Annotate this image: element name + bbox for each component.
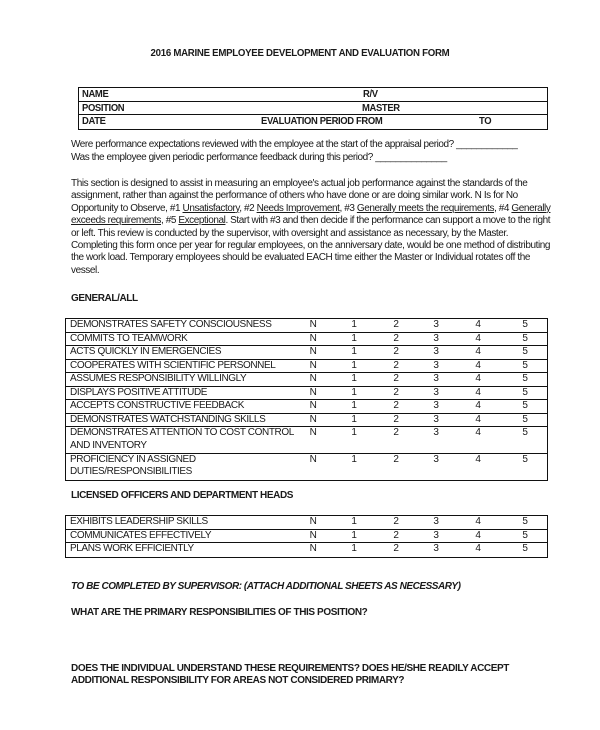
rating-option-2[interactable]: 2 — [393, 373, 399, 384]
rating-option-2[interactable]: 2 — [393, 516, 399, 527]
criterion-label: DEMONSTRATES SAFETY CONSCIOUSNESS — [70, 319, 272, 330]
rating-option-1[interactable]: 1 — [351, 346, 357, 357]
info-row-position[interactable] — [79, 102, 547, 116]
name-label: NAME — [82, 88, 109, 100]
form-title: 2016 MARINE EMPLOYEE DEVELOPMENT AND EVALUATION FORM — [150, 47, 450, 59]
rating-option-3[interactable]: 3 — [433, 373, 439, 384]
evaluation-row — [66, 373, 547, 387]
rating-2-needs-improvement: Needs Improvement — [256, 202, 340, 214]
rating-option-2[interactable]: 2 — [393, 386, 399, 398]
rating-option-2[interactable]: 2 — [393, 543, 399, 554]
rating-option-4[interactable]: 4 — [475, 319, 481, 330]
criterion-label: DEMONSTRATES WATCHSTANDING SKILLS — [70, 413, 266, 425]
rating-option-3[interactable]: 3 — [433, 529, 439, 541]
employee-info-table — [78, 87, 548, 130]
rating-option-n[interactable]: N — [309, 346, 317, 357]
rating-option-n[interactable]: N — [309, 516, 317, 527]
info-row-name[interactable] — [79, 88, 547, 102]
rating-option-5[interactable]: 5 — [522, 386, 528, 398]
instructions-intro: This section is designed to assist in measuring an employee's actual job performance against the standards of the assignment, rather than against the performance of others who have done or are doing similar work. N Is for No Opportunity to Observe, #1 — [71, 178, 528, 214]
criterion-label: ASSUMES RESPONSIBILITY WILLINGLY — [70, 373, 247, 384]
rating-option-4[interactable]: 4 — [475, 386, 481, 398]
rating-option-1[interactable]: 1 — [351, 400, 357, 411]
rating-option-3[interactable]: 3 — [433, 427, 439, 438]
rating-option-n[interactable]: N — [309, 543, 317, 554]
rating-option-5[interactable]: 5 — [522, 359, 528, 371]
rating-option-2[interactable]: 2 — [393, 529, 399, 541]
rating-option-5[interactable]: 5 — [522, 332, 528, 344]
rating-option-5[interactable]: 5 — [522, 373, 528, 384]
rating-option-4[interactable]: 4 — [475, 453, 481, 465]
criterion-label: COMMUNICATES EFFECTIVELY — [70, 529, 212, 541]
criterion-label: DISPLAYS POSITIVE ATTITUDE — [70, 386, 208, 398]
evaluation-period-from-label: EVALUATION PERIOD FROM — [261, 115, 383, 127]
rating-option-n[interactable]: N — [309, 400, 317, 411]
evaluation-row — [66, 387, 547, 401]
info-row-date[interactable] — [79, 115, 547, 129]
evaluation-period-to-label: TO — [479, 115, 492, 127]
rating-option-5[interactable]: 5 — [522, 516, 528, 527]
rating-option-n[interactable]: N — [309, 359, 317, 371]
separator: , #2 — [239, 202, 257, 214]
rating-option-1[interactable]: 1 — [351, 516, 357, 527]
general-evaluation-table — [65, 318, 548, 481]
evaluation-row — [66, 427, 547, 454]
evaluation-row — [66, 400, 547, 414]
rating-option-1[interactable]: 1 — [351, 529, 357, 541]
evaluation-row — [66, 530, 547, 544]
rating-option-4[interactable]: 4 — [475, 373, 481, 384]
rating-option-1[interactable]: 1 — [351, 413, 357, 425]
rating-option-1[interactable]: 1 — [351, 332, 357, 344]
instructions-rest: . Start with #3 and then decide if the performance can support a move to the right or left. This review is conducted by the supervisor, with oversight and assistance as necessary, by the Master. Completing this form once per year for regular employees, on the anniversary date, would be one method of distributing the work load. Temporary employees should be evaluated EACH time either the Master or Individual rotates off the vessel. — [71, 215, 551, 276]
rating-option-4[interactable]: 4 — [475, 529, 481, 541]
criterion-label: ACTS QUICKLY IN EMERGENCIES — [70, 346, 222, 357]
rating-option-3[interactable]: 3 — [433, 516, 439, 527]
question-expectations-reviewed: Were performance expectations reviewed with the employee at the start of the appraisal period? ____________ — [71, 139, 518, 150]
criterion-label: PROFICIENCY IN ASSIGNED DUTIES/RESPONSIBILITIES — [70, 453, 196, 478]
rating-option-5[interactable]: 5 — [522, 346, 528, 357]
criterion-label: DEMONSTRATES ATTENTION TO COST CONTROL AND INVENTORY — [70, 427, 294, 451]
rating-option-5[interactable]: 5 — [522, 400, 528, 411]
evaluation-row — [66, 360, 547, 374]
rating-option-4[interactable]: 4 — [475, 346, 481, 357]
separator: , #4 — [494, 202, 512, 214]
evaluation-row — [66, 414, 547, 428]
rating-option-4[interactable]: 4 — [475, 516, 481, 527]
evaluation-row — [66, 516, 547, 530]
rating-option-n[interactable]: N — [309, 529, 317, 541]
rating-option-2[interactable]: 2 — [393, 319, 399, 330]
rating-option-n[interactable]: N — [309, 319, 317, 330]
evaluation-row — [66, 319, 547, 333]
rating-5-exceptional: Exceptional — [178, 215, 226, 227]
rating-option-4[interactable]: 4 — [475, 413, 481, 425]
rating-option-1[interactable]: 1 — [351, 543, 357, 554]
rating-option-4[interactable]: 4 — [475, 427, 481, 438]
rating-option-n[interactable]: N — [309, 427, 317, 438]
vessel-label: R/V — [363, 88, 378, 100]
rating-option-1[interactable]: 1 — [351, 453, 357, 465]
evaluation-row — [66, 543, 547, 557]
rating-4-exceeds-requirements: Generally exceeds requirements — [71, 202, 551, 227]
rating-option-n[interactable]: N — [309, 332, 317, 344]
criterion-label: COOPERATES WITH SCIENTIFIC PERSONNEL — [70, 359, 276, 371]
master-label: MASTER — [362, 101, 400, 114]
rating-option-3[interactable]: 3 — [433, 332, 439, 344]
section-heading-licensed-officers: LICENSED OFFICERS AND DEPARTMENT HEADS — [71, 490, 294, 501]
rating-3-meets-requirements: Generally meets the requirements — [356, 202, 495, 214]
criterion-label: EXHIBITS LEADERSHIP SKILLS — [70, 516, 208, 527]
evaluation-row — [66, 333, 547, 347]
rating-1-unsatisfactory: Unsatisfactory — [182, 202, 240, 214]
separator: , #3 — [339, 202, 357, 214]
primary-responsibilities-question: WHAT ARE THE PRIMARY RESPONSIBILITIES OF THIS POSITION? — [71, 607, 368, 618]
rating-option-3[interactable]: 3 — [433, 386, 439, 398]
rating-option-2[interactable]: 2 — [393, 332, 399, 344]
rating-option-2[interactable]: 2 — [393, 453, 399, 465]
position-label: POSITION — [82, 101, 125, 114]
rating-option-4[interactable]: 4 — [475, 359, 481, 371]
rating-option-4[interactable]: 4 — [475, 400, 481, 411]
criterion-label: PLANS WORK EFFICIENTLY — [70, 543, 194, 554]
rating-option-4[interactable]: 4 — [475, 543, 481, 554]
rating-option-2[interactable]: 2 — [393, 346, 399, 357]
licensed-officers-evaluation-table — [65, 515, 548, 558]
rating-option-2[interactable]: 2 — [393, 427, 399, 438]
rating-option-5[interactable]: 5 — [522, 319, 528, 330]
rating-option-2[interactable]: 2 — [393, 400, 399, 411]
instructions-paragraph — [71, 178, 551, 277]
rating-option-1[interactable]: 1 — [351, 373, 357, 384]
rating-option-2[interactable]: 2 — [393, 413, 399, 425]
rating-option-1[interactable]: 1 — [351, 319, 357, 330]
rating-option-1[interactable]: 1 — [351, 427, 357, 438]
rating-option-3[interactable]: 3 — [433, 359, 439, 371]
rating-option-n[interactable]: N — [309, 386, 317, 398]
rating-option-n[interactable]: N — [309, 413, 317, 425]
rating-option-5[interactable]: 5 — [522, 413, 528, 425]
rating-option-3[interactable]: 3 — [433, 400, 439, 411]
rating-option-3[interactable]: 3 — [433, 319, 439, 330]
rating-option-5[interactable]: 5 — [522, 529, 528, 541]
rating-option-3[interactable]: 3 — [433, 543, 439, 554]
criterion-label: COMMITS TO TEAMWORK — [70, 332, 188, 344]
rating-option-1[interactable]: 1 — [351, 359, 357, 371]
rating-option-4[interactable]: 4 — [475, 332, 481, 344]
separator: , #5 — [160, 215, 179, 227]
rating-option-3[interactable]: 3 — [433, 453, 439, 465]
rating-option-5[interactable]: 5 — [522, 453, 528, 465]
rating-option-5[interactable]: 5 — [522, 543, 528, 554]
rating-option-3[interactable]: 3 — [433, 413, 439, 425]
supervisor-instructions-heading: TO BE COMPLETED BY SUPERVISOR: (ATTACH ADDITIONAL SHEETS AS NECESSARY) — [71, 581, 461, 592]
evaluation-row — [66, 346, 547, 360]
evaluation-row — [66, 454, 547, 481]
understand-requirements-question: DOES THE INDIVIDUAL UNDERSTAND THESE REQUIREMENTS? DOES HE/SHE READILY ACCEPT ADDITIONAL RESPONSIBILITY FOR AREAS NOT CONSIDERED PRIMARY? — [71, 663, 509, 686]
criterion-label: ACCEPTS CONSTRUCTIVE FEEDBACK — [70, 400, 244, 411]
rating-option-n[interactable]: N — [309, 453, 317, 465]
rating-option-1[interactable]: 1 — [351, 386, 357, 398]
question-periodic-feedback: Was the employee given periodic performance feedback during this period? ______________ — [71, 152, 447, 163]
rating-option-2[interactable]: 2 — [393, 359, 399, 371]
section-heading-general: GENERAL/ALL — [71, 293, 138, 304]
rating-option-5[interactable]: 5 — [522, 427, 528, 438]
date-label: DATE — [82, 115, 106, 127]
rating-option-3[interactable]: 3 — [433, 346, 439, 357]
rating-option-n[interactable]: N — [309, 373, 317, 384]
